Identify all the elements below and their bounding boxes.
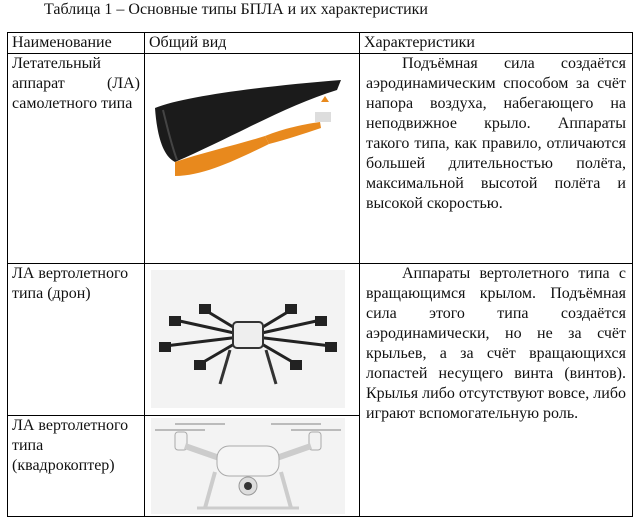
column-header-name: Наименование <box>8 33 145 54</box>
image-cell <box>145 264 360 416</box>
row-name: ЛА вертолетного типа (дрон) <box>8 264 145 416</box>
drone-types-table <box>7 32 633 517</box>
table-row <box>8 264 633 416</box>
description-text: Аппараты вертолетного типа с вращающимся крылом. Подъёмная сила этого типа создаётся аэродинамически, но не за счёт крыльев, а за счёт вращающихся лопастей несущего винта (винтов). Крылья либо отсутствуют вовсе, либо играют вспомогательную роль. <box>366 265 626 422</box>
column-header-characteristics: Характеристики <box>360 33 633 54</box>
quadcopter-drone-image <box>145 416 351 516</box>
description-text: Подъёмная сила создаётся аэродинамическим способом за счёт напора воздуха, набегающего на неподвижное крыло. Аппараты такого типа, как правило, отличаются большей длительностью полёта, максимальной высотой полёта и высокой скоростью. <box>366 55 626 212</box>
table-row <box>8 54 633 264</box>
row-description <box>360 54 633 264</box>
row-name: Летательный аппарат (ЛА) самолетного типа <box>8 54 145 264</box>
table-header-row <box>8 33 633 54</box>
row-name: ЛА вертолетного типа (квадрокоптер) <box>8 416 145 517</box>
table-caption: Таблица 1 – Основные типы БПЛА и их характеристики <box>44 1 428 18</box>
octocopter-drone-image <box>145 264 351 414</box>
image-cell <box>145 54 360 264</box>
column-header-view: Общий вид <box>145 33 360 54</box>
image-cell <box>145 416 360 517</box>
fixed-wing-drone-image <box>145 66 351 186</box>
row-description <box>360 264 633 517</box>
